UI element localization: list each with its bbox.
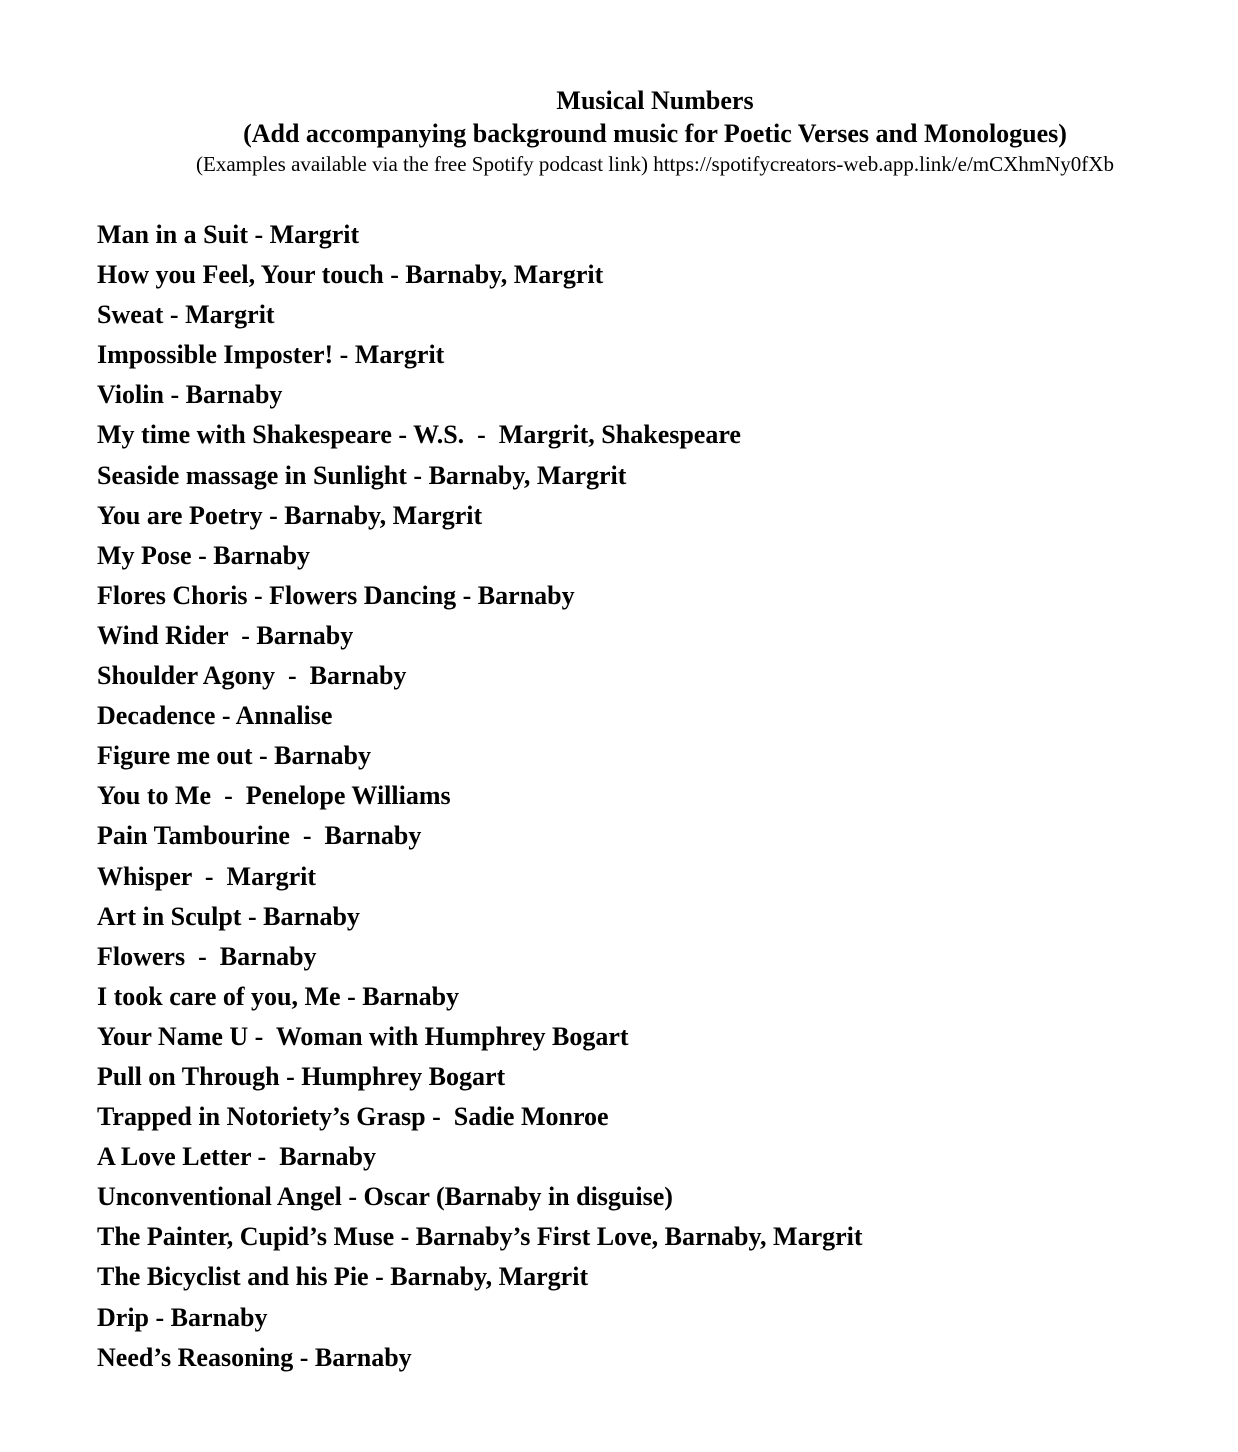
list-item: Violin - Barnaby xyxy=(97,380,283,410)
list-item: Shoulder Agony - Barnaby xyxy=(97,661,407,691)
list-item: Sweat - Margrit xyxy=(97,300,275,330)
list-item: My Pose - Barnaby xyxy=(97,540,311,570)
list-item: Your Name U - Woman with Humphrey Bogart xyxy=(97,1021,629,1051)
list-item: Trapped in Notoriety’s Grasp - Sadie Monroe xyxy=(97,1102,609,1132)
list-item: The Bicyclist and his Pie - Barnaby, Margrit xyxy=(97,1262,589,1292)
document-title: Musical Numbers xyxy=(556,86,754,115)
list-item: Flowers - Barnaby xyxy=(97,941,317,971)
list-item: How you Feel, Your touch - Barnaby, Margrit xyxy=(97,260,604,290)
list-item: My time with Shakespeare - W.S. - Margrit, Shakespeare xyxy=(97,420,741,450)
list-item: You to Me - Penelope Williams xyxy=(97,781,451,811)
list-item: You are Poetry - Barnaby, Margrit xyxy=(97,500,483,530)
list-item: Need’s Reasoning - Barnaby xyxy=(97,1342,412,1372)
list-item: I took care of you, Me - Barnaby xyxy=(97,981,460,1011)
list-item: A Love Letter - Barnaby xyxy=(97,1142,376,1172)
list-item: Seaside massage in Sunlight - Barnaby, Margrit xyxy=(97,460,627,490)
list-item: Man in a Suit - Margrit xyxy=(97,220,360,249)
list-item: Impossible Imposter! - Margrit xyxy=(97,340,445,370)
list-item: Unconventional Angel - Oscar (Barnaby in disguise) xyxy=(97,1182,673,1212)
list-item: Pull on Through - Humphrey Bogart xyxy=(97,1061,506,1091)
list-item: Drip - Barnaby xyxy=(97,1302,268,1332)
document-header xyxy=(0,84,1238,178)
list-item: Decadence - Annalise xyxy=(97,701,333,731)
spotify-note: (Examples available via the free Spotify podcast link) https://spotifycreators-web.app.link/e/mCXhmNy0fXb xyxy=(196,152,1114,176)
list-item: Whisper - Margrit xyxy=(97,861,317,891)
list-item: Flores Choris - Flowers Dancing - Barnaby xyxy=(97,580,575,610)
list-item: Figure me out - Barnaby xyxy=(97,741,371,771)
list-item: Art in Sculpt - Barnaby xyxy=(97,901,360,931)
musical-numbers-list xyxy=(97,215,863,1378)
document-subtitle: (Add accompanying background music for Poetic Verses and Monologues) xyxy=(243,119,1067,148)
list-item: The Painter, Cupid’s Muse - Barnaby’s First Love, Barnaby, Margrit xyxy=(97,1222,863,1252)
list-item: Wind Rider - Barnaby xyxy=(97,620,354,650)
list-item: Pain Tambourine - Barnaby xyxy=(97,821,422,851)
